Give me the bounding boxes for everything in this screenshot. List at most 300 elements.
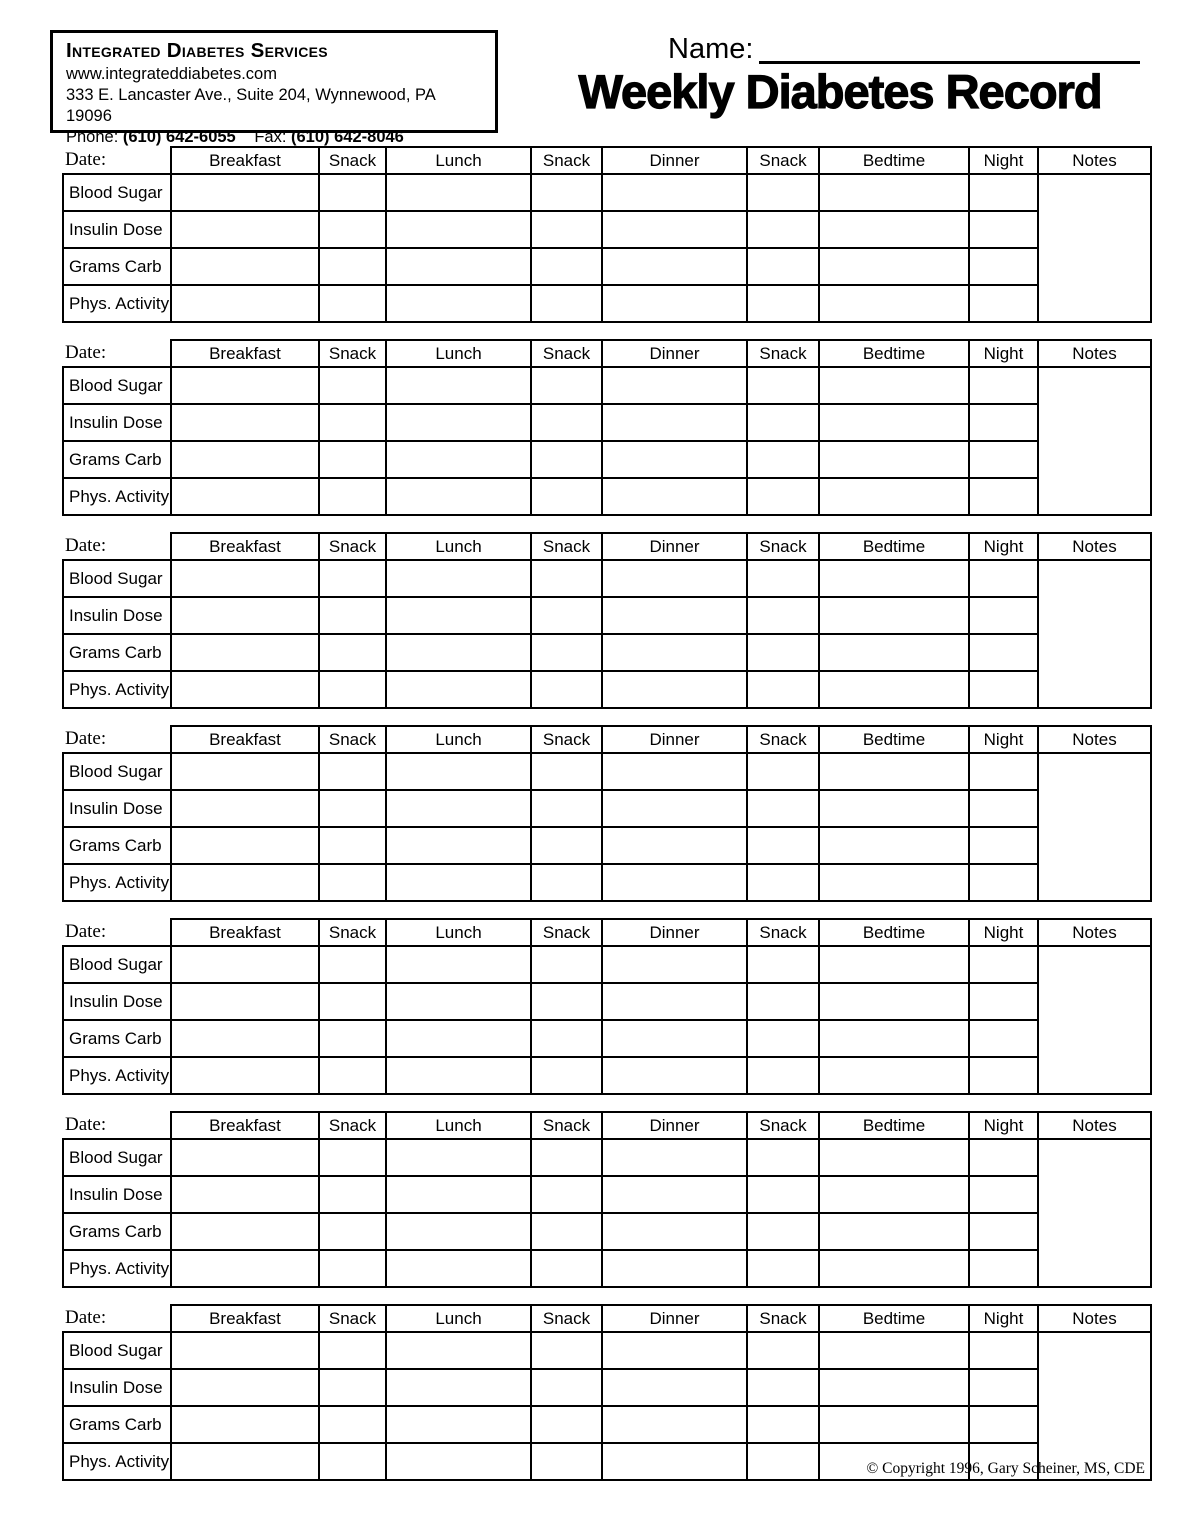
col-header-breakfast: Breakfast [171, 340, 319, 367]
entry-cell[interactable] [531, 560, 602, 597]
entry-cell[interactable] [747, 864, 819, 901]
entry-cell[interactable] [747, 1250, 819, 1287]
clinic-website: www.integrateddiabetes.com [66, 64, 277, 83]
entry-cell[interactable] [602, 174, 747, 211]
entry-cell[interactable] [531, 1139, 602, 1176]
entry-cell[interactable] [319, 478, 386, 515]
entry-cell[interactable] [171, 634, 319, 671]
entry-cell[interactable] [531, 753, 602, 790]
entry-cell[interactable] [969, 1406, 1038, 1443]
entry-cell[interactable] [319, 404, 386, 441]
row-label-blood-sugar: Blood Sugar [63, 560, 171, 597]
row-label-blood-sugar: Blood Sugar [63, 753, 171, 790]
col-header-bedtime: Bedtime [819, 340, 969, 367]
entry-cell[interactable] [171, 1369, 319, 1406]
entry-cell[interactable] [171, 560, 319, 597]
entry-cell[interactable] [531, 478, 602, 515]
entry-cell[interactable] [531, 827, 602, 864]
entry-cell[interactable] [747, 983, 819, 1020]
col-header-night: Night [969, 1112, 1038, 1139]
entry-cell[interactable] [819, 404, 969, 441]
entry-cell[interactable] [969, 1213, 1038, 1250]
entry-cell[interactable] [319, 1369, 386, 1406]
entry-cell[interactable] [969, 285, 1038, 322]
col-header-lunch: Lunch [386, 919, 531, 946]
clinic-phone-fax-line [66, 127, 485, 148]
entry-cell[interactable] [602, 1332, 747, 1369]
col-header-dinner: Dinner [602, 340, 747, 367]
entry-cell[interactable] [531, 1332, 602, 1369]
entry-cell[interactable] [969, 1139, 1038, 1176]
row-label-phys-activity: Phys. Activity [63, 1250, 171, 1287]
entry-cell[interactable] [386, 1369, 531, 1406]
entry-cell[interactable] [171, 211, 319, 248]
page-title: Weekly Diabetes Record [578, 65, 1102, 118]
entry-cell[interactable] [531, 1176, 602, 1213]
entry-cell[interactable] [319, 560, 386, 597]
phone-label: Phone: [66, 127, 119, 146]
entry-cell[interactable] [969, 404, 1038, 441]
entry-cell[interactable] [969, 753, 1038, 790]
col-header-notes: Notes [1038, 533, 1151, 560]
notes-entry-cell[interactable] [1038, 1332, 1151, 1480]
entry-cell[interactable] [386, 1139, 531, 1176]
entry-cell[interactable] [531, 367, 602, 404]
entry-cell[interactable] [319, 1020, 386, 1057]
entry-cell[interactable] [386, 864, 531, 901]
entry-cell[interactable] [969, 827, 1038, 864]
entry-cell[interactable] [319, 827, 386, 864]
entry-cell[interactable] [747, 174, 819, 211]
entry-cell[interactable] [319, 1139, 386, 1176]
entry-cell[interactable] [386, 285, 531, 322]
entry-cell[interactable] [531, 864, 602, 901]
entry-cell[interactable] [969, 560, 1038, 597]
entry-cell[interactable] [602, 864, 747, 901]
entry-cell[interactable] [819, 248, 969, 285]
entry-cell[interactable] [602, 404, 747, 441]
col-header-breakfast: Breakfast [171, 726, 319, 753]
entry-cell[interactable] [319, 753, 386, 790]
entry-cell[interactable] [602, 478, 747, 515]
row-label-grams-carb: Grams Carb [63, 634, 171, 671]
entry-cell[interactable] [602, 285, 747, 322]
entry-cell[interactable] [969, 478, 1038, 515]
col-header-notes: Notes [1038, 726, 1151, 753]
entry-cell[interactable] [386, 174, 531, 211]
col-header-night: Night [969, 726, 1038, 753]
entry-cell[interactable] [171, 864, 319, 901]
clinic-name: Integrated Diabetes Services [66, 39, 328, 62]
entry-cell[interactable] [819, 1139, 969, 1176]
entry-cell[interactable] [602, 211, 747, 248]
entry-cell[interactable] [969, 248, 1038, 285]
entry-cell[interactable] [747, 211, 819, 248]
entry-cell[interactable] [171, 1020, 319, 1057]
entry-cell[interactable] [819, 1213, 969, 1250]
entry-cell[interactable] [819, 790, 969, 827]
entry-cell[interactable] [319, 174, 386, 211]
entry-cell[interactable] [319, 211, 386, 248]
entry-cell[interactable] [319, 285, 386, 322]
entry-cell[interactable] [319, 1250, 386, 1287]
entry-cell[interactable] [386, 248, 531, 285]
entry-cell[interactable] [602, 790, 747, 827]
entry-cell[interactable] [747, 1369, 819, 1406]
entry-cell[interactable] [171, 404, 319, 441]
entry-cell[interactable] [386, 1057, 531, 1094]
entry-cell[interactable] [319, 864, 386, 901]
weekly-tables [62, 146, 1150, 1497]
entry-cell[interactable] [969, 211, 1038, 248]
entry-cell[interactable] [819, 1369, 969, 1406]
row-label-grams-carb: Grams Carb [63, 1213, 171, 1250]
entry-cell[interactable] [171, 753, 319, 790]
entry-cell[interactable] [319, 1213, 386, 1250]
col-header-snack-afternoon: Snack [531, 726, 602, 753]
entry-cell[interactable] [319, 1176, 386, 1213]
fax-number: (610) 642-8046 [291, 127, 404, 146]
notes-entry-cell[interactable] [1038, 753, 1151, 901]
row-label-phys-activity: Phys. Activity [63, 1443, 171, 1480]
entry-cell[interactable] [819, 634, 969, 671]
entry-cell[interactable] [386, 634, 531, 671]
day-record-table [62, 918, 1152, 1095]
notes-entry-cell[interactable] [1038, 560, 1151, 708]
entry-cell[interactable] [386, 946, 531, 983]
row-label-insulin-dose: Insulin Dose [63, 790, 171, 827]
entry-cell[interactable] [969, 174, 1038, 211]
phone-number: (610) 642-6055 [122, 127, 236, 146]
entry-cell[interactable] [602, 597, 747, 634]
col-header-dinner: Dinner [602, 919, 747, 946]
entry-cell[interactable] [531, 1250, 602, 1287]
entry-cell[interactable] [319, 634, 386, 671]
entry-cell[interactable] [747, 946, 819, 983]
entry-cell[interactable] [747, 1213, 819, 1250]
entry-cell[interactable] [819, 478, 969, 515]
entry-cell[interactable] [969, 864, 1038, 901]
entry-cell[interactable] [969, 983, 1038, 1020]
row-label-phys-activity: Phys. Activity [63, 1057, 171, 1094]
entry-cell[interactable] [319, 1057, 386, 1094]
date-label: Date: [65, 342, 107, 363]
entry-cell[interactable] [747, 367, 819, 404]
entry-cell[interactable] [319, 983, 386, 1020]
entry-cell[interactable] [531, 248, 602, 285]
entry-cell[interactable] [531, 1213, 602, 1250]
entry-cell[interactable] [819, 671, 969, 708]
entry-cell[interactable] [819, 441, 969, 478]
entry-cell[interactable] [386, 790, 531, 827]
entry-cell[interactable] [531, 983, 602, 1020]
entry-cell[interactable] [531, 441, 602, 478]
entry-cell[interactable] [319, 671, 386, 708]
entry-cell[interactable] [602, 634, 747, 671]
entry-cell[interactable] [171, 174, 319, 211]
entry-cell[interactable] [171, 1057, 319, 1094]
entry-cell[interactable] [386, 441, 531, 478]
entry-cell[interactable] [319, 1406, 386, 1443]
entry-cell[interactable] [602, 1213, 747, 1250]
col-header-breakfast: Breakfast [171, 919, 319, 946]
entry-cell[interactable] [386, 1176, 531, 1213]
row-label-phys-activity: Phys. Activity [63, 864, 171, 901]
entry-cell[interactable] [386, 404, 531, 441]
entry-cell[interactable] [531, 1406, 602, 1443]
entry-cell[interactable] [969, 367, 1038, 404]
entry-cell[interactable] [819, 864, 969, 901]
copyright-notice: © Copyright 1996, Gary Scheiner, MS, CDE [866, 1460, 1145, 1477]
row-label-insulin-dose: Insulin Dose [63, 1176, 171, 1213]
entry-cell[interactable] [747, 1176, 819, 1213]
entry-cell[interactable] [747, 1020, 819, 1057]
entry-cell[interactable] [171, 597, 319, 634]
entry-cell[interactable] [819, 367, 969, 404]
entry-cell[interactable] [602, 671, 747, 708]
entry-cell[interactable] [747, 827, 819, 864]
entry-cell[interactable] [602, 946, 747, 983]
entry-cell[interactable] [747, 285, 819, 322]
entry-cell[interactable] [747, 790, 819, 827]
row-label-phys-activity: Phys. Activity [63, 671, 171, 708]
col-header-breakfast: Breakfast [171, 533, 319, 560]
entry-cell[interactable] [171, 441, 319, 478]
row-label-blood-sugar: Blood Sugar [63, 174, 171, 211]
entry-cell[interactable] [386, 983, 531, 1020]
entry-cell[interactable] [819, 1176, 969, 1213]
entry-cell[interactable] [602, 827, 747, 864]
entry-cell[interactable] [969, 1250, 1038, 1287]
entry-cell[interactable] [747, 248, 819, 285]
col-header-lunch: Lunch [386, 1112, 531, 1139]
entry-cell[interactable] [969, 597, 1038, 634]
entry-cell[interactable] [602, 1057, 747, 1094]
day-record-table [62, 532, 1152, 709]
entry-cell[interactable] [969, 1057, 1038, 1094]
col-header-snack-evening: Snack [747, 533, 819, 560]
entry-cell[interactable] [531, 1369, 602, 1406]
entry-cell[interactable] [319, 367, 386, 404]
entry-cell[interactable] [747, 753, 819, 790]
entry-cell[interactable] [819, 946, 969, 983]
col-header-lunch: Lunch [386, 533, 531, 560]
entry-cell[interactable] [171, 671, 319, 708]
notes-entry-cell[interactable] [1038, 367, 1151, 515]
entry-cell[interactable] [602, 753, 747, 790]
entry-cell[interactable] [819, 174, 969, 211]
date-label: Date: [65, 1114, 107, 1135]
entry-cell[interactable] [171, 946, 319, 983]
entry-cell[interactable] [819, 285, 969, 322]
entry-cell[interactable] [531, 671, 602, 708]
entry-cell[interactable] [747, 671, 819, 708]
entry-cell[interactable] [319, 790, 386, 827]
col-header-snack-evening: Snack [747, 1112, 819, 1139]
entry-cell[interactable] [747, 441, 819, 478]
entry-cell[interactable] [171, 367, 319, 404]
col-header-bedtime: Bedtime [819, 147, 969, 174]
notes-entry-cell[interactable] [1038, 174, 1151, 322]
entry-cell[interactable] [747, 597, 819, 634]
entry-cell[interactable] [386, 1020, 531, 1057]
entry-cell[interactable] [602, 367, 747, 404]
entry-cell[interactable] [531, 211, 602, 248]
entry-cell[interactable] [747, 478, 819, 515]
col-header-lunch: Lunch [386, 1305, 531, 1332]
entry-cell[interactable] [531, 174, 602, 211]
entry-cell[interactable] [386, 367, 531, 404]
entry-cell[interactable] [319, 248, 386, 285]
entry-cell[interactable] [602, 441, 747, 478]
entry-cell[interactable] [319, 1332, 386, 1369]
entry-cell[interactable] [171, 248, 319, 285]
col-header-snack-afternoon: Snack [531, 1112, 602, 1139]
entry-cell[interactable] [531, 285, 602, 322]
col-header-notes: Notes [1038, 147, 1151, 174]
col-header-snack-morning: Snack [319, 533, 386, 560]
col-header-night: Night [969, 919, 1038, 946]
col-header-notes: Notes [1038, 340, 1151, 367]
col-header-snack-evening: Snack [747, 1305, 819, 1332]
col-header-bedtime: Bedtime [819, 726, 969, 753]
col-header-bedtime: Bedtime [819, 1305, 969, 1332]
row-label-grams-carb: Grams Carb [63, 248, 171, 285]
date-label: Date: [65, 921, 107, 942]
entry-cell[interactable] [171, 1176, 319, 1213]
col-header-bedtime: Bedtime [819, 1112, 969, 1139]
col-header-snack-morning: Snack [319, 919, 386, 946]
entry-cell[interactable] [531, 404, 602, 441]
entry-cell[interactable] [386, 1213, 531, 1250]
entry-cell[interactable] [969, 790, 1038, 827]
date-label: Date: [65, 149, 107, 170]
entry-cell[interactable] [969, 671, 1038, 708]
entry-cell[interactable] [386, 478, 531, 515]
entry-cell[interactable] [319, 441, 386, 478]
col-header-lunch: Lunch [386, 147, 531, 174]
entry-cell[interactable] [602, 1139, 747, 1176]
entry-cell[interactable] [819, 983, 969, 1020]
entry-cell[interactable] [602, 1020, 747, 1057]
entry-cell[interactable] [386, 1250, 531, 1287]
entry-cell[interactable] [386, 560, 531, 597]
entry-cell[interactable] [747, 1332, 819, 1369]
row-label-phys-activity: Phys. Activity [63, 285, 171, 322]
entry-cell[interactable] [819, 597, 969, 634]
entry-cell[interactable] [386, 753, 531, 790]
entry-cell[interactable] [602, 1369, 747, 1406]
entry-cell[interactable] [747, 1139, 819, 1176]
col-header-snack-evening: Snack [747, 726, 819, 753]
entry-cell[interactable] [602, 983, 747, 1020]
name-blank-line[interactable] [759, 34, 1140, 64]
entry-cell[interactable] [969, 946, 1038, 983]
row-label-grams-carb: Grams Carb [63, 1020, 171, 1057]
entry-cell[interactable] [386, 827, 531, 864]
entry-cell[interactable] [531, 1057, 602, 1094]
entry-cell[interactable] [819, 1332, 969, 1369]
entry-cell[interactable] [171, 790, 319, 827]
entry-cell[interactable] [386, 1406, 531, 1443]
entry-cell[interactable] [819, 1057, 969, 1094]
entry-cell[interactable] [386, 597, 531, 634]
entry-cell[interactable] [819, 827, 969, 864]
entry-cell[interactable] [386, 671, 531, 708]
day-record-table [62, 725, 1152, 902]
entry-cell[interactable] [171, 1332, 319, 1369]
col-header-night: Night [969, 533, 1038, 560]
entry-cell[interactable] [819, 211, 969, 248]
entry-cell[interactable] [969, 1020, 1038, 1057]
entry-cell[interactable] [819, 560, 969, 597]
entry-cell[interactable] [386, 211, 531, 248]
clinic-info-box [50, 30, 498, 146]
entry-cell[interactable] [819, 753, 969, 790]
entry-cell[interactable] [602, 248, 747, 285]
col-header-snack-afternoon: Snack [531, 147, 602, 174]
entry-cell[interactable] [747, 634, 819, 671]
entry-cell[interactable] [819, 1020, 969, 1057]
entry-cell[interactable] [531, 634, 602, 671]
col-header-snack-afternoon: Snack [531, 1305, 602, 1332]
entry-cell[interactable] [171, 285, 319, 322]
entry-cell[interactable] [747, 404, 819, 441]
entry-cell[interactable] [319, 597, 386, 634]
entry-cell[interactable] [386, 1332, 531, 1369]
entry-cell[interactable] [969, 1369, 1038, 1406]
day-record-table [62, 146, 1152, 323]
col-header-snack-evening: Snack [747, 919, 819, 946]
entry-cell[interactable] [602, 1250, 747, 1287]
col-header-snack-afternoon: Snack [531, 340, 602, 367]
entry-cell[interactable] [171, 1406, 319, 1443]
entry-cell[interactable] [969, 441, 1038, 478]
entry-cell[interactable] [747, 1057, 819, 1094]
entry-cell[interactable] [171, 1213, 319, 1250]
entry-cell[interactable] [171, 1250, 319, 1287]
entry-cell[interactable] [171, 827, 319, 864]
row-label-insulin-dose: Insulin Dose [63, 211, 171, 248]
entry-cell[interactable] [171, 478, 319, 515]
entry-cell[interactable] [531, 1020, 602, 1057]
col-header-bedtime: Bedtime [819, 533, 969, 560]
entry-cell[interactable] [319, 946, 386, 983]
row-label-phys-activity: Phys. Activity [63, 478, 171, 515]
entry-cell[interactable] [969, 1176, 1038, 1213]
notes-entry-cell[interactable] [1038, 946, 1151, 1094]
entry-cell[interactable] [602, 1406, 747, 1443]
entry-cell[interactable] [531, 597, 602, 634]
entry-cell[interactable] [747, 560, 819, 597]
row-label-insulin-dose: Insulin Dose [63, 597, 171, 634]
entry-cell[interactable] [819, 1406, 969, 1443]
entry-cell[interactable] [969, 634, 1038, 671]
entry-cell[interactable] [819, 1250, 969, 1287]
col-header-dinner: Dinner [602, 147, 747, 174]
entry-cell[interactable] [531, 790, 602, 827]
entry-cell[interactable] [531, 946, 602, 983]
entry-cell[interactable] [747, 1406, 819, 1443]
entry-cell[interactable] [602, 560, 747, 597]
row-label-grams-carb: Grams Carb [63, 441, 171, 478]
day-record-table [62, 1111, 1152, 1288]
entry-cell[interactable] [602, 1176, 747, 1213]
notes-entry-cell[interactable] [1038, 1139, 1151, 1287]
entry-cell[interactable] [969, 1332, 1038, 1369]
entry-cell[interactable] [171, 1139, 319, 1176]
entry-cell[interactable] [171, 983, 319, 1020]
